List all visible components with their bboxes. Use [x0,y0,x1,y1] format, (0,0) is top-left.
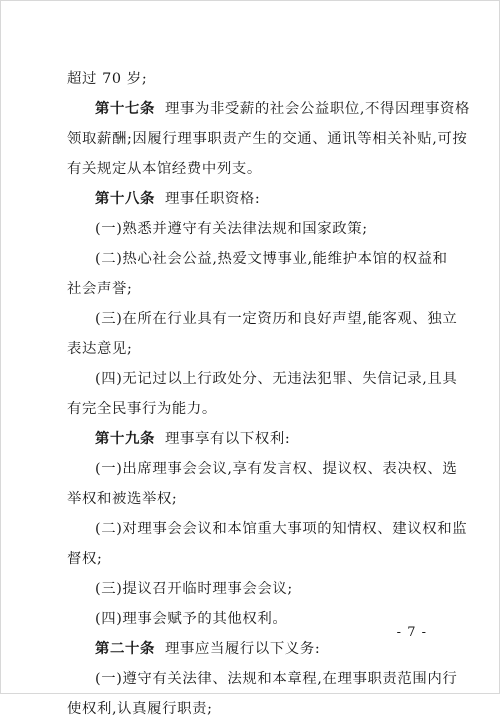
text-line: 表达意见; [67,341,133,357]
article-18-heading-line: 第十八条 理事任职资格: [95,190,261,207]
text-line: 有完全民事行为能力。 [67,401,217,417]
page-number: - 7 - [396,625,427,640]
list-item-line: (一)遵守有关法律、法规和本章程,在理事职责范围内行 [95,671,458,687]
article-heading: 第十七条 [95,100,155,117]
list-item-line: (一)出席理事会会议,享有发言权、提议权、表决权、选 [95,461,458,477]
text-line: 社会声誉; [67,281,133,297]
list-item-line: (四)理事会赋予的其他权利。 [95,611,288,627]
list-item-line: (三)在所在行业具有一定资历和良好声望,能客观、独立 [95,311,458,327]
list-item-line: (二)对理事会会议和本馆重大事项的知情权、建议权和监 [95,521,468,537]
list-item-line: (一)熟悉并遵守有关法律法规和国家政策; [95,221,368,237]
text-line: 超过 70 岁; [67,71,148,87]
article-20-heading-line: 第二十条 理事应当履行以下义务: [95,640,321,657]
article-17-heading-line: 第十七条 理事为非受薪的社会公益职位,不得因理事资格 [95,100,470,117]
text-line: 举权和被选举权; [67,491,178,507]
text-line: 有关规定从本馆经费中列支。 [67,161,262,177]
list-item-line: (四)无记过以上行政处分、无违法犯罪、失信记录,且具 [95,371,458,387]
article-heading: 第二十条 [95,640,155,657]
list-item-line: (二)热心社会公益,热爱文博事业,能维护本馆的权益和 [95,251,448,267]
article-heading: 第十八条 [95,190,155,207]
article-19-heading-line: 第十九条 理事享有以下权利: [95,430,291,447]
text-line: 领取薪酬;因履行理事职责产生的交通、通讯等相关补贴,可按 [67,131,468,147]
list-item-line: (三)提议召开临时理事会会议; [95,581,293,597]
text-line: 使权利,认真履行职责; [67,701,213,717]
text-line: 督权; [67,551,103,567]
article-heading: 第十九条 [95,430,155,447]
